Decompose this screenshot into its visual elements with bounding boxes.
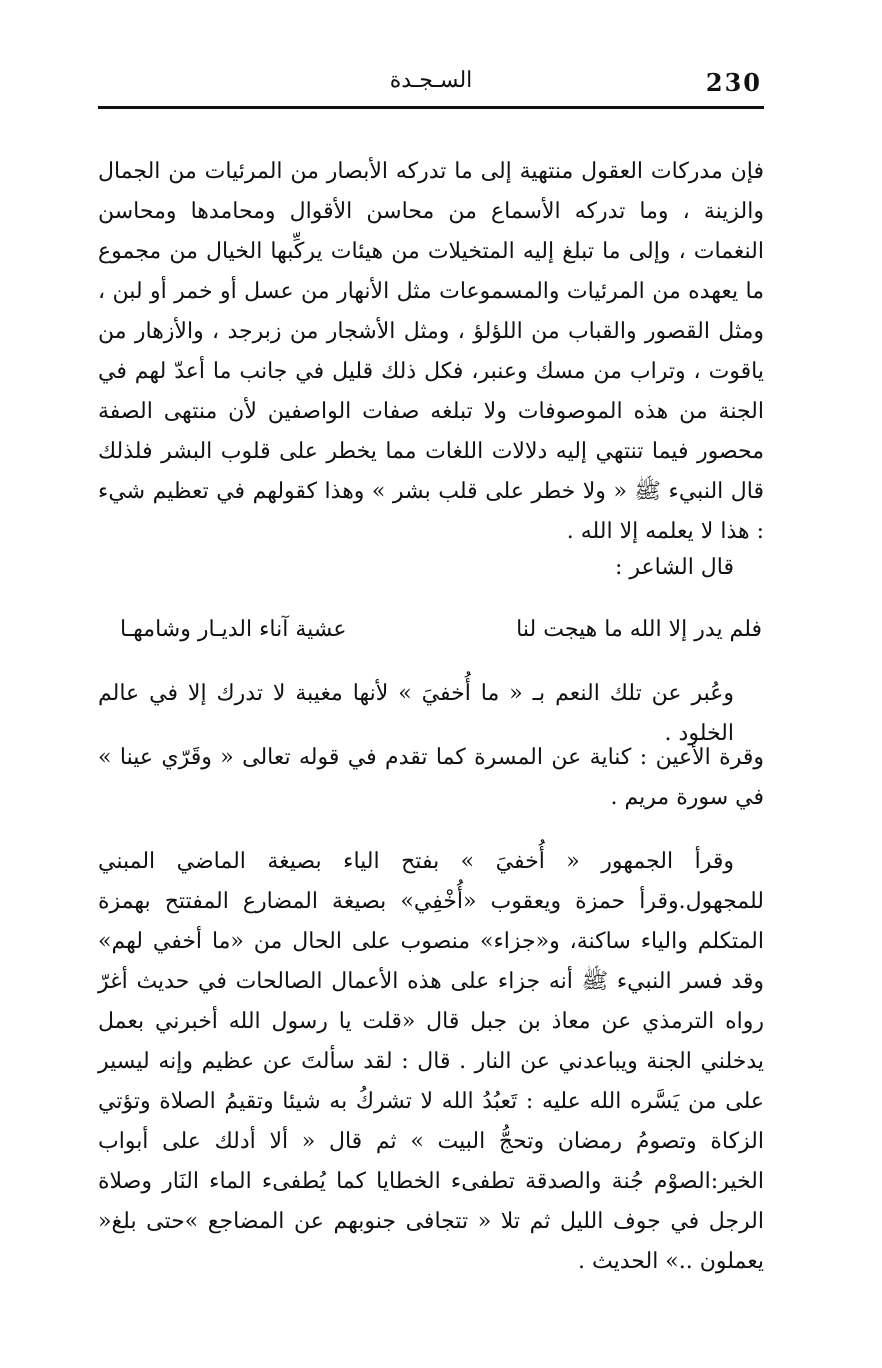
poem-intro: قال الشاعر : [614,555,734,580]
page-number: 230 [705,68,762,97]
running-title: السـجـدة [389,68,473,93]
paragraph-1: فإن مدركات العقول منتهية إلى ما تدركه الأبصار من المرئيات من الجمال والزينة ، وما تدركه الأسماع من محاسن الأقوال ومحامدها ومحاسن النغمات ، وإلى ما تبلغ إليه المتخيلات من هيئات يركِّبها الخيال من مجموع ما يعهده من المرئيات والمسموعات مثل الأنهار من عسل أو خمر أو لبن ، ومثل القصور والقباب من اللؤلؤ ، ومثل الأشجار من زبرجد ، والأزهار من ياقوت ، وتراب من مسك وعنبر، فكل ذلك قليل في جانب ما أعدّ لهم في الجنة من هذه الموصوفات ولا تبلغه صفات الواصفين لأن منتهى الصفة محصور فيما تنتهي إليه دلالات اللغات مما يخطر على قلوب البشر فلذلك قال النبيء ﷺ « ولا خطر على قلب بشر » وهذا كقولهم في تعظيم شيء : هذا لا يعلمه إلا الله . [98,159,764,544]
verse-first-hemistich: فلم يدر إلا الله ما هيجت لنا [516,617,762,642]
verse-second-hemistich: عشية آناء الديـار وشامهـا [120,617,347,642]
paragraph-3: وقرة الأعين : كناية عن المسرة كما تقدم في قوله تعالى « وقَرّي عينا » في سورة مريم . [98,745,764,810]
page-header [100,64,762,104]
paragraph-2: وعُبر عن تلك النعم بـ « ما أُخفيَ » لأنها مغيبة لا تدرك إلا في عالم الخلود . [98,681,734,746]
header-rule [98,106,764,109]
poem-verse [120,610,762,650]
paragraph-4: وقرأ الجمهور « أُخفيَ » بفتح الياء بصيغة الماضي المبني للمجهول.وقرأ حمزة ويعقوب «أُخْفِي» بصيغة المضارع المفتتح بهمزة المتكلم والياء ساكنة، و«جزاء» منصوب على الحال من «ما أخفي لهم» وقد فسر النبيء ﷺ أنه جزاء على هذه الأعمال الصالحات في حديث أغرّ رواه الترمذي عن معاذ بن جبل قال «قلت يا رسول الله أخبرني بعمل يدخلني الجنة ويباعدني عن النار . قال : لقد سألتَ عن عظيم وإنه ليسير على من يَسَّره الله عليه : تَعبُدُ الله لا تشركُ به شيئا وتقيمُ الصلاة وتؤتي الزكاة وتصومُ رمضان وتحجُّ البيت » ثم قال « ألا أدلك على أبواب الخير:الصوْم جُنة والصدقة تطفىء الخطايا كما يُطفىء الماء النَار وصلاة الرجل في جوف الليل ثم تلا « تتجافى جنوبهم عن المضاجع »حتى بلغ« يعملون ..» الحديث . [98,849,764,1274]
